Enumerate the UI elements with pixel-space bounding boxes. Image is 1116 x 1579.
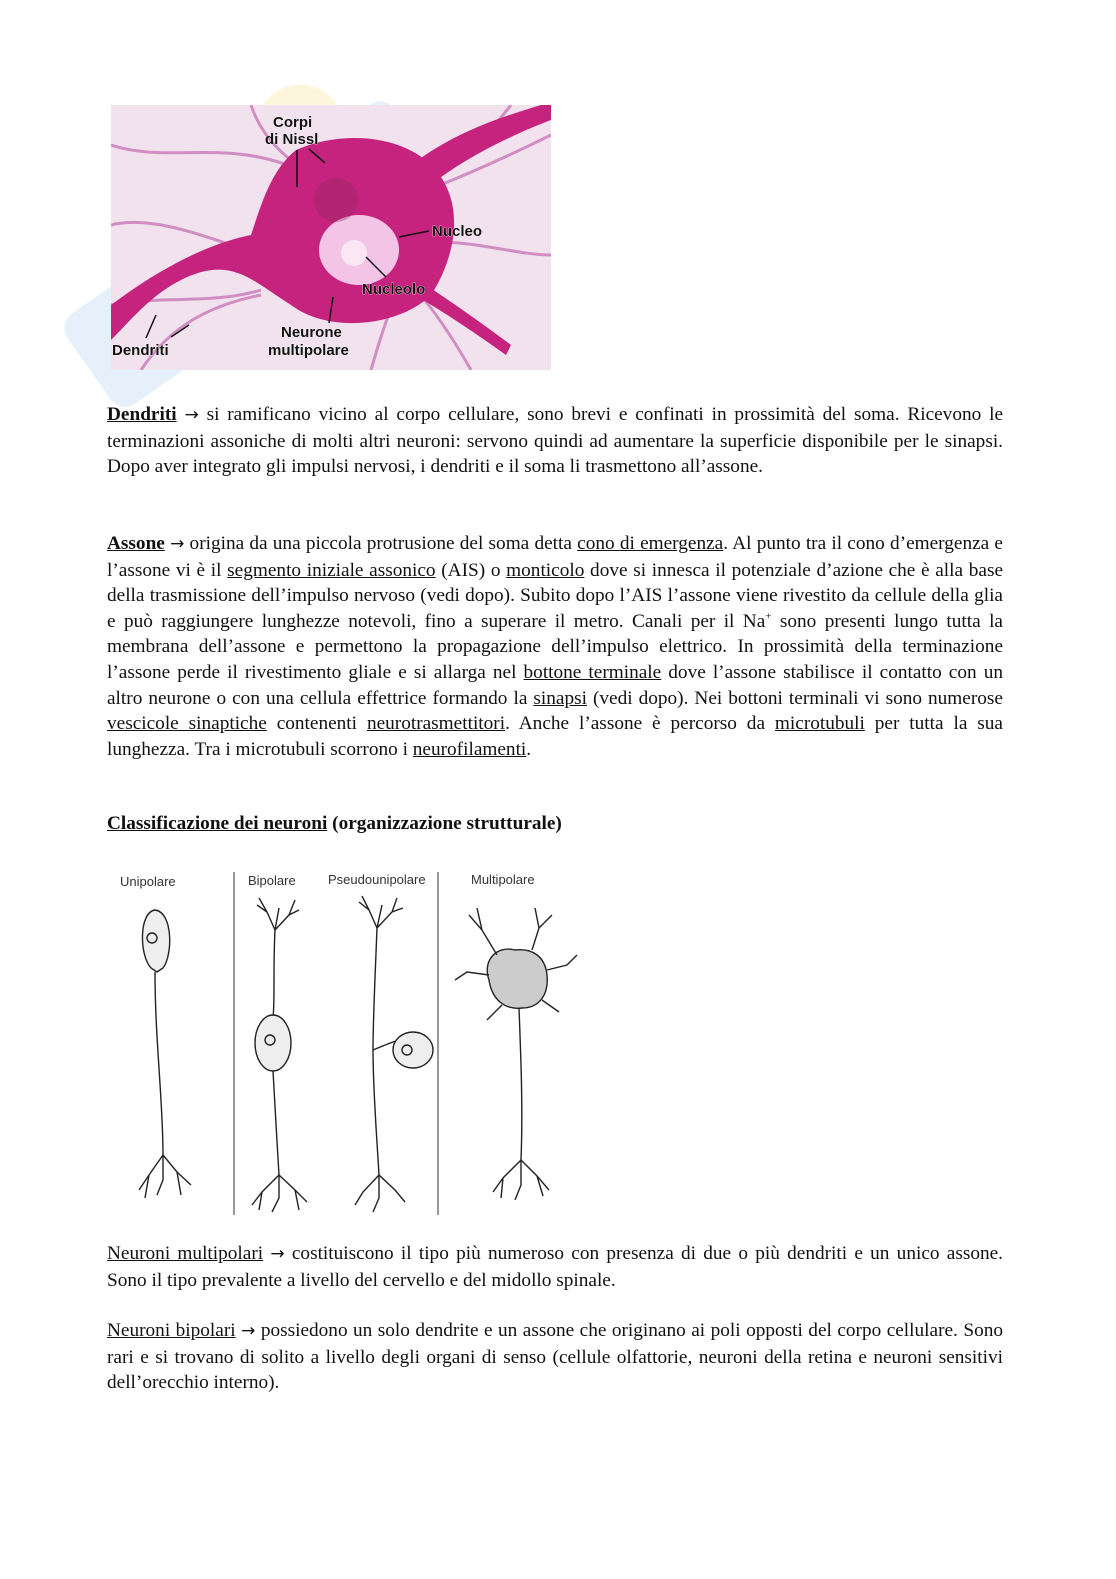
heading-subtitle: (organizzazione strutturale) (327, 813, 562, 834)
assone-term: Assone (107, 533, 165, 554)
bipolari-text: possiedono un solo dendrite e un assone che originano ai poli opposti del corpo cellulare. Sono rari e si trovano di solito a livello degli organi di senso (cellule olfattorie, neuroni della retina e neuroni sensitivi dell’orecchio interno). (107, 1320, 1003, 1394)
multipolar-neuron (455, 908, 577, 1200)
bipolar-neuron (252, 898, 307, 1212)
na-superscript: + (765, 610, 772, 623)
term-microtubuli: microtubuli (774, 713, 865, 735)
multipolari-text: costituiscono il tipo più numeroso con presenza di due o più dendriti e un unico assone. Sono il tipo prevalente a livello del cervello e del midollo spinale. (107, 1243, 1003, 1291)
neuron-micrograph (111, 105, 551, 370)
bipolari-term: Neuroni bipolari (107, 1320, 236, 1341)
label-dendriti: Dendriti (112, 342, 169, 359)
term-bottone-terminale: bottone terminale (523, 661, 662, 683)
arrow-icon: → (170, 534, 185, 554)
pseudounipolar-neuron (355, 896, 433, 1212)
label-multipolare-diagram: Multipolare (471, 872, 535, 887)
neuron-types-diagram (107, 860, 587, 1220)
bipolari-paragraph (107, 1318, 1003, 1396)
label-unipolare: Unipolare (120, 874, 176, 889)
assone-text: . (526, 738, 532, 760)
assone-text: sono presenti lungo tutta la membrana dell’assone e permettono la propagazione dell’impulso elettrico. In prossimità della terminazione l’assone perde il rivestimento gliale e si allarga nel (107, 610, 1003, 683)
term-monticolo: monticolo (506, 559, 585, 581)
assone-text: dove l’assone stabilisce il contatto con un altro neurone o con una cellula effettrice formando la (107, 661, 1003, 709)
term-vescicole-sinaptiche: vescicole sinaptiche (107, 713, 267, 735)
term-cono-emergenza: cono di emergenza (577, 533, 724, 554)
label-nissl: di Nissl (265, 131, 319, 148)
arrow-icon: → (184, 405, 199, 425)
term-neurotrasmettitori: neurotrasmettitori (366, 713, 506, 735)
label-nucleolo: Nucleolo (362, 281, 426, 298)
assone-text: contenenti (266, 713, 367, 735)
unipolar-neuron (139, 910, 191, 1198)
term-sinapsi: sinapsi (533, 687, 587, 709)
label-multipolare: multipolare (268, 342, 349, 359)
label-pseudounipolare: Pseudounipolare (328, 872, 426, 887)
label-nucleo: Nucleo (432, 223, 483, 240)
heading-title: Classificazione dei neuroni (107, 813, 328, 834)
assone-text: per tutta la sua lunghezza. Tra i microtubuli scorrono i (107, 713, 1003, 760)
label-neurone: Neurone (281, 324, 342, 341)
label-corpi: Corpi (273, 114, 313, 131)
dendriti-term: Dendriti (107, 404, 177, 425)
arrow-icon: → (241, 1321, 256, 1341)
assone-paragraph (107, 531, 1003, 762)
assone-text: origina da una piccola protrusione del soma detta (189, 533, 578, 554)
dendriti-text: si ramificano vicino al corpo cellulare, sono brevi e confinati in prossimità del soma. Ricevono le terminazioni assoniche di molti altri neuroni: servono quindi ad aumentare la superficie disponibile per le sinapsi. Dopo aver integrato gli impulsi nervosi, i dendriti e il soma li trasmettono all’assone. (107, 404, 1003, 478)
assone-text: . Al punto tra il cono d’emergenza e l’assone vi è il (107, 533, 1003, 581)
term-segmento-iniziale: segmento iniziale assonico (227, 559, 436, 581)
assone-text: (AIS) o (435, 559, 507, 581)
term-neurofilamenti: neurofilamenti (412, 738, 527, 760)
assone-text: dove si innesca il potenziale d’azione che è alla base della trasmissione dell’impulso nervoso (vedi dopo). Subito dopo l’AIS l’assone viene rivestito da cellule della glia e può raggiungere lunghezze notevoli, fino a superare il metro. Canali per il Na (107, 559, 1004, 632)
assone-text: (vedi dopo). Nei bottoni terminali vi sono numerose (586, 687, 1003, 709)
label-bipolare: Bipolare (248, 873, 296, 888)
dendriti-paragraph (107, 402, 1003, 480)
multipolari-term: Neuroni multipolari (107, 1243, 264, 1264)
arrow-icon: → (270, 1244, 285, 1264)
assone-text: . Anche l’assone è percorso da (505, 713, 775, 735)
classificazione-heading (107, 813, 562, 835)
multipolari-paragraph (107, 1241, 1003, 1293)
